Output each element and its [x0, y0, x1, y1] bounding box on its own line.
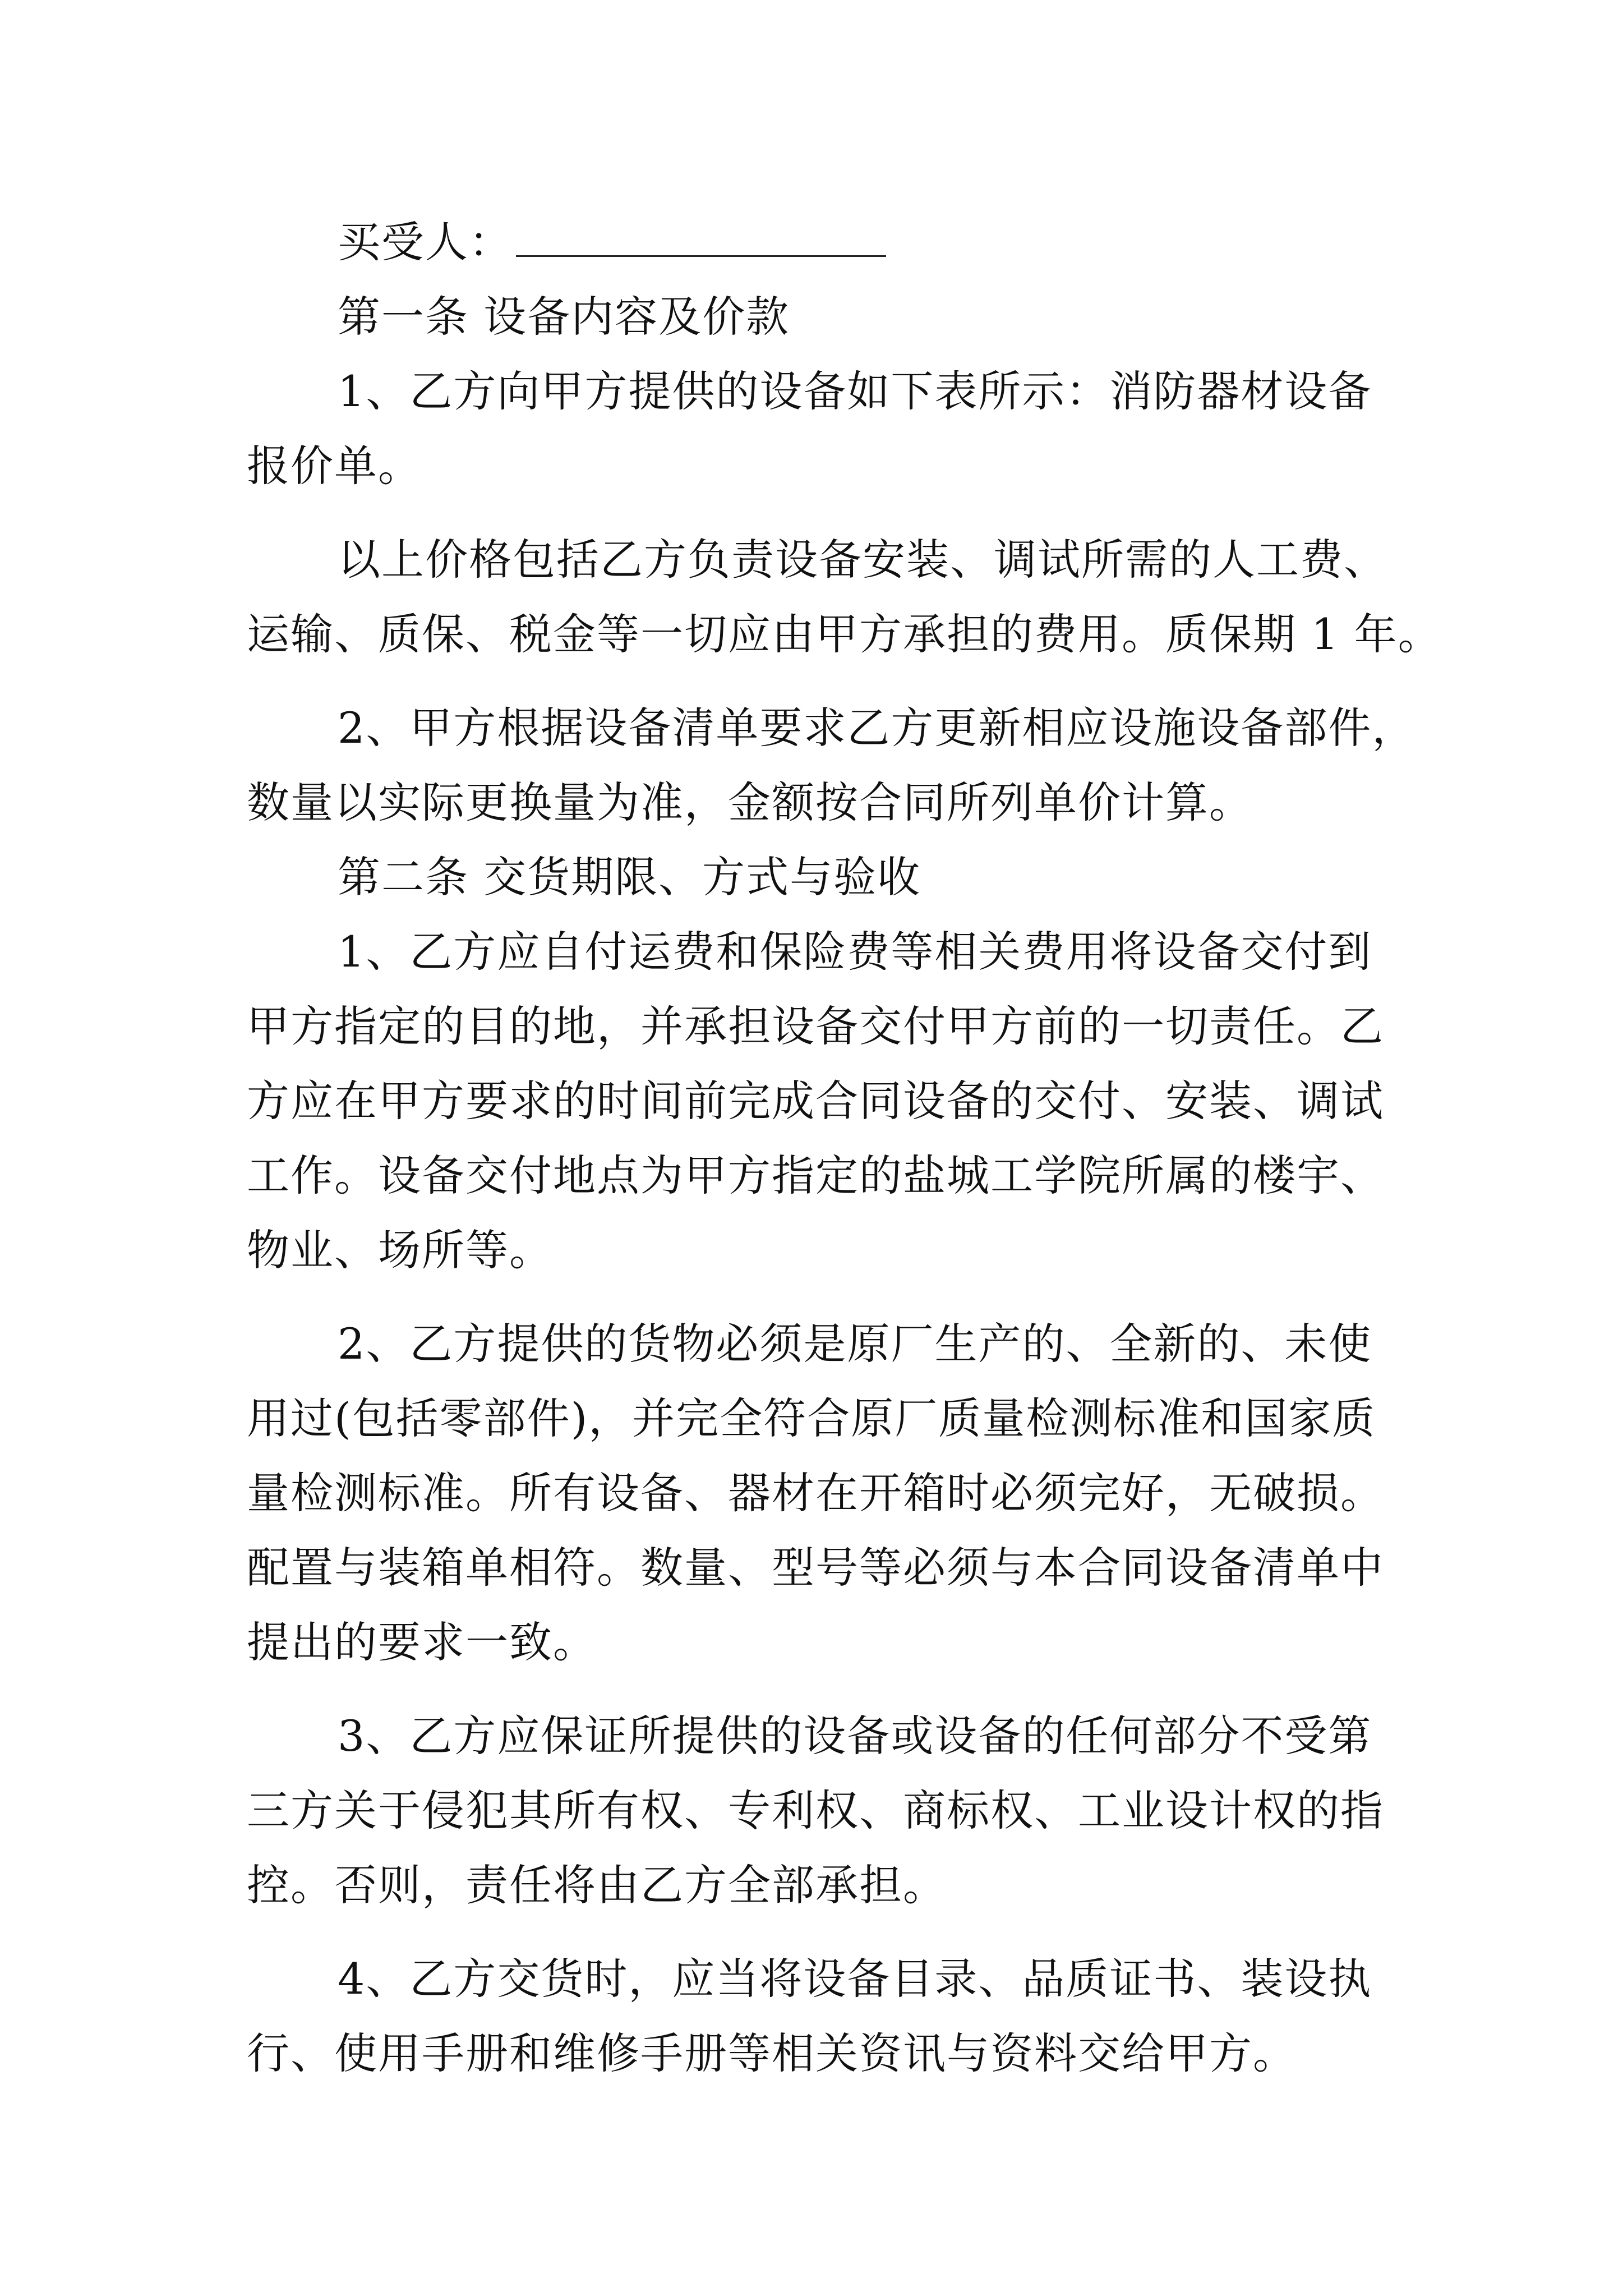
paragraph-line: 1、乙方应自付运费和保险费等相关费用将设备交付到: [338, 927, 1372, 977]
paragraph-line: 提出的要求一致。: [247, 1617, 597, 1667]
paragraph-line: 1、乙方向甲方提供的设备如下表所示：消防器材设备: [338, 366, 1372, 416]
paragraph-line: 控。否则，责任将由乙方全部承担。: [247, 1860, 947, 1910]
paragraph-line: 4、乙方交货时，应当将设备目录、品质证书、装设执: [338, 1954, 1372, 2004]
paragraph-line: 三方关于侵犯其所有权、专利权、商标权、工业设计权的指: [247, 1786, 1384, 1835]
paragraph-line: 以上价格包括乙方负责设备安装、调试所需的人工费、: [338, 535, 1387, 585]
paragraph-line: 用过(包括零部件)，并完全符合原厂质量检测标准和国家质: [247, 1393, 1376, 1443]
paragraph-line: 3、乙方应保证所提供的设备或设备的任何部分不受第: [338, 1711, 1372, 1761]
article-2-title: 第二条 交货期限、方式与验收: [338, 852, 921, 902]
article-1-title: 第一条 设备内容及价款: [338, 292, 790, 342]
buyer-blank-field: [516, 223, 886, 257]
paragraph-line: 2、甲方根据设备清单要求乙方更新相应设施设备部件，: [338, 703, 1416, 753]
paragraph-line: 行、使用手册和维修手册等相关资讯与资料交给甲方。: [247, 2028, 1297, 2078]
paragraph-line: 配置与装箱单相符。数量、型号等必须与本合同设备清单中: [247, 1543, 1384, 1593]
buyer-line: [247, 205, 1413, 279]
paragraph-line: 物业、场所等。: [247, 1225, 553, 1275]
paragraph-line: 甲方指定的目的地，并承担设备交付甲方前的一切责任。乙: [247, 1001, 1384, 1051]
paragraph-line: 数量以实际更换量为准，金额按合同所列单价计算。: [247, 777, 1253, 827]
paragraph-line: 量检测标准。所有设备、器材在开箱时必须完好，无破损。: [247, 1468, 1384, 1518]
buyer-label: 买受人：: [338, 217, 513, 267]
paragraph-line: 2、乙方提供的货物必须是原厂生产的、全新的、未使: [338, 1319, 1372, 1369]
paragraph-line: 运输、质保、税金等一切应由甲方承担的费用。质保期 1 年。: [247, 609, 1442, 659]
paragraph-line: 方应在甲方要求的时间前完成合同设备的交付、安装、调试: [247, 1076, 1384, 1126]
paragraph-line: 报价单。: [247, 441, 422, 491]
contract-body: [247, 205, 1442, 2091]
paragraph-line: 工作。设备交付地点为甲方指定的盐城工学院所属的楼宇、: [247, 1151, 1384, 1200]
